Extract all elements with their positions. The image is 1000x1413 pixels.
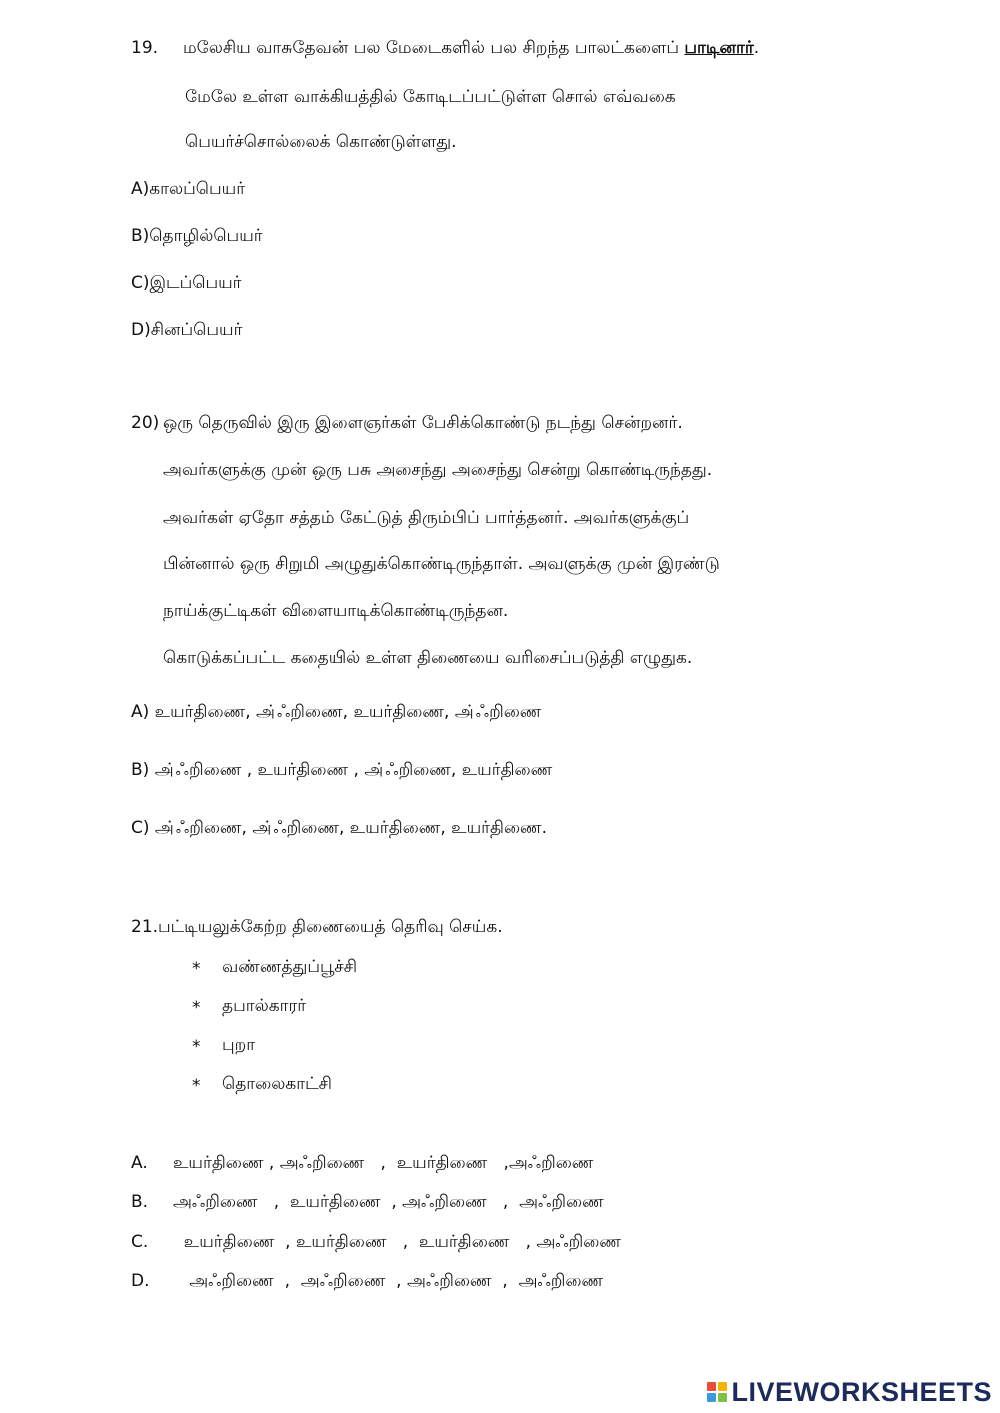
q21-option-a-label: A.: [131, 1153, 148, 1173]
q21-bullet-1: *: [192, 959, 201, 979]
q20-text-line1: ஒரு தெருவில் இரு இளைஞர்கள் பேசிக்கொண்டு நடந்து சென்றனர்.: [163, 413, 683, 433]
q19-option-c[interactable]: C)இடப்பெயர்: [131, 273, 242, 293]
q21-question: பட்டியலுக்கேற்ற திணையைத் தெரிவு செய்க.: [158, 917, 503, 937]
q21-bullet-3: *: [192, 1037, 201, 1057]
q19-line1: [131, 36, 759, 60]
q20-text-line2: அவர்களுக்கு முன் ஒரு பசு அசைந்து அசைந்து சென்று கொண்டிருந்தது.: [163, 460, 713, 480]
liveworksheets-logo-icon: [707, 1382, 727, 1402]
q20-text-line6: கொடுக்கப்பட்ட கதையில் உள்ள திணையை வரிசைப்படுத்தி எழுதுக.: [163, 648, 693, 668]
q21-item-4: தொலைகாட்சி: [222, 1074, 332, 1094]
q21-line1: [131, 915, 503, 939]
q21-option-a-text: உயர்திணை , அஃறிணை , உயர்திணை ,அஃறிணை: [173, 1153, 594, 1173]
q20-text-line3: அவர்கள் ஏதோ சத்தம் கேட்டுத் திரும்பிப் பார்த்தனர். அவர்களுக்குப்: [163, 508, 690, 528]
q21-item-3: புறா: [222, 1035, 256, 1055]
q21-option-b-label: B.: [131, 1192, 149, 1212]
q21-option-c-label: C.: [131, 1232, 149, 1252]
q19-text-line1: மலேசிய வாசுதேவன் பல மேடைகளில் பல சிறந்த பாலட்களைப்: [183, 38, 679, 58]
logo-square-yellow: [718, 1382, 727, 1391]
q19-text-line2: மேலே உள்ள வாக்கியத்தில் கோடிடப்பட்டுள்ள சொல் எவ்வகை: [185, 87, 676, 107]
q21-item-2: தபால்காரர்: [222, 996, 307, 1016]
q21-bullet-2: *: [192, 998, 201, 1018]
q19-option-a[interactable]: A)காலப்பெயர்: [131, 179, 246, 199]
q20-option-c[interactable]: C) அ்ஃறிணை, அ்ஃறிணை, உயர்திணை, உயர்திணை.: [131, 818, 548, 838]
q21-option-b[interactable]: [131, 1190, 604, 1214]
q19-option-b[interactable]: B)தொழில்பெயர்: [131, 226, 263, 246]
q19-line1-end: .: [753, 38, 760, 58]
q21-option-d-label: D.: [131, 1271, 150, 1291]
q21-option-d[interactable]: [131, 1269, 603, 1293]
logo-square-red: [707, 1382, 716, 1391]
q20-option-a[interactable]: A) உயர்திணை, அ்ஃறிணை, உயர்திணை, அ்ஃறிணை: [131, 702, 542, 722]
q19-option-d[interactable]: D)சினப்பெயர்: [131, 320, 243, 340]
q20-line1: [131, 411, 683, 435]
q19-text-line3: பெயர்ச்சொல்லைக் கொண்டுள்ளது.: [185, 132, 457, 152]
logo-square-blue: [707, 1393, 716, 1402]
brand-name: LIVEWORKSHEETS: [731, 1376, 992, 1407]
q21-option-a[interactable]: [131, 1151, 593, 1175]
liveworksheets-logo[interactable]: [707, 1375, 992, 1409]
q20-text-line4: பின்னால் ஒரு சிறுமி அழுதுக்கொண்டிருந்தாள். அவளுக்கு முன் இரண்டு: [163, 554, 720, 574]
q21-option-c[interactable]: [131, 1230, 621, 1254]
q21-bullet-4: *: [192, 1076, 201, 1096]
logo-square-green: [718, 1393, 727, 1402]
q21-option-b-text: அஃறிணை , உயர்திணை , அஃறிணை , அஃறிணை: [173, 1192, 604, 1212]
q21-item-1: வண்ணத்துப்பூச்சி: [222, 957, 358, 977]
q20-text-line5: நாய்க்குட்டிகள் விளையாடிக்கொண்டிருந்தன.: [163, 601, 509, 621]
q21-option-c-text: உயர்திணை , உயர்திணை , உயர்திணை , அஃறிணை: [173, 1232, 622, 1252]
q21-number: 21.: [131, 917, 159, 937]
q21-option-d-text: அஃறிணை , அஃறிணை , அஃறிணை , அஃறிணை: [173, 1271, 604, 1291]
q19-underlined-word: பாடினார்: [684, 38, 754, 58]
q19-number: 19.: [131, 38, 159, 58]
q20-number: 20): [131, 413, 160, 433]
q20-option-b[interactable]: B) அ்ஃறிணை , உயர்திணை , அ்ஃறிணை, உயர்திணை: [131, 760, 553, 780]
